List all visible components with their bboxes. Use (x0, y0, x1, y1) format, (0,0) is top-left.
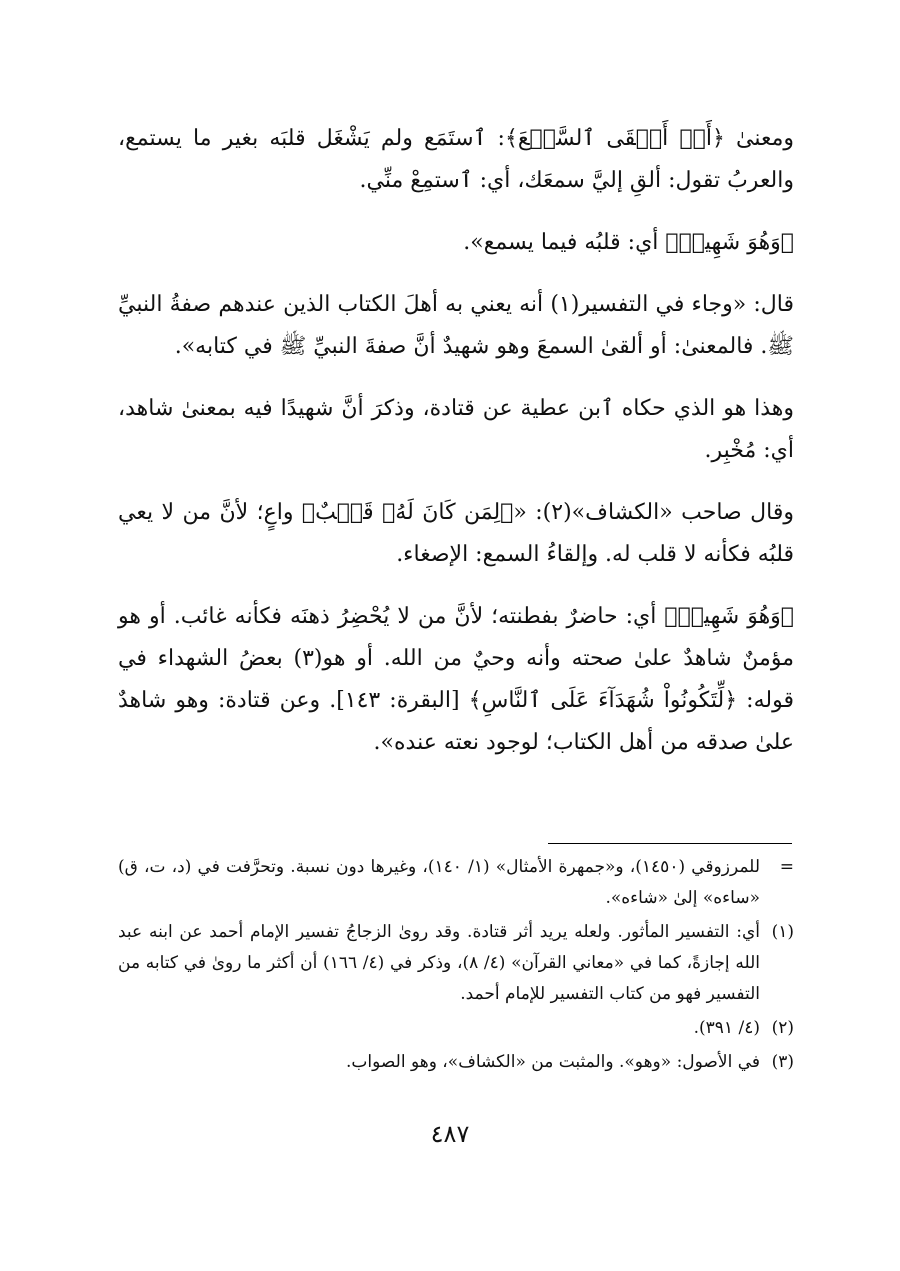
footnote (118, 917, 794, 1010)
paragraph: ﴿وَهُوَ شَهِيدٞ﴾ أي: حاضرٌ بفطنته؛ لأنَّ من لا يُحْضِرُ ذهنَه فكأنه غائب. أو هو مؤمنٌ شاهدٌ علىٰ صحته وأنه وحيٌ من الله. أو هو(٣) بعضُ الشهداء في قوله: ﴿لِّتَكُونُواْ شُهَدَآءَ عَلَى ٱلنَّاسِ﴾ [البقرة: ١٤٣]. وعن قتادة: وهو شاهدٌ علىٰ صدقه من أهل الكتاب؛ لوجود نعته عنده». (118, 604, 794, 755)
footnote (118, 1013, 794, 1044)
page-number: ٤٨٧ (430, 1120, 470, 1148)
paragraph: ومعنىٰ ﴿أَوۡ أَلۡقَى ٱلسَّمۡعَ﴾: ٱستَمَع ولم يَشْغَل قلبَه بغير ما يستمع، والعربُ تقول: ألقِ إليَّ سمعَك، أي: ٱستمِعْ منِّي. (118, 126, 794, 193)
footnote (118, 1047, 794, 1078)
footnotes (118, 852, 794, 1081)
footnote (118, 852, 794, 914)
footnote-mark: (٣) (771, 1052, 794, 1072)
footnote-mark: (١) (771, 922, 794, 942)
footnote-text: في الأصول: «وهو». والمثبت من «الكشاف»، وهو الصواب. (345, 1052, 760, 1072)
paragraph: قال: «وجاء في التفسير(١) أنه يعني به أهلَ الكتاب الذين عندهم صفةُ النبيِّ ﷺ. فالمعنىٰ: أو ألقىٰ السمعَ وهو شهيدٌ أنَّ صفةَ النبيِّ ﷺ في كتابه». (118, 292, 795, 359)
footnote-text: للمرزوقي (١٤٥٠)، و«جمهرة الأمثال» (١/ ١٤٠)، وغيرها دون نسبة. وتحرَّفت في (د، ت، ق) «ساءه» إلىٰ «شاءه». (118, 857, 760, 908)
footnote-text: (٤/ ٣٩١). (693, 1018, 760, 1038)
footnote-mark: = (779, 857, 794, 877)
footnote-separator (548, 843, 792, 844)
paragraph: ﴿وَهُوَ شَهِيدٞ﴾ أي: قلبُه فيما يسمع». (463, 230, 794, 255)
main-text (118, 118, 794, 784)
footnote-text: أي: التفسير المأثور. ولعله يريد أثر قتادة. وقد روىٰ الزجاجُ تفسير الإمام أحمد عن ابنه عبد الله إجازةً، كما في «معاني القرآن» (٤/ ٨)، وذكر في (٤/ ١٦٦) أن أكثر ما روىٰ في كتابه من التفسير فهو من كتاب التفسير للإمام أحمد. (118, 922, 760, 1004)
paragraph: وقال صاحب «الكشاف»(٢): «﴿لِمَن كَانَ لَهُۥ قَلۡبٌ﴾ واعٍ؛ لأنَّ من لا يعي قلبُه فكأنه لا قلب له. وإلقاءُ السمع: الإصغاء. (118, 500, 794, 567)
paragraph: وهذا هو الذي حكاه ٱبن عطية عن قتادة، وذكرَ أنَّ شهيدًا فيه بمعنىٰ شاهد، أي: مُخْبِر. (118, 396, 794, 463)
footnote-mark: (٢) (771, 1018, 794, 1038)
